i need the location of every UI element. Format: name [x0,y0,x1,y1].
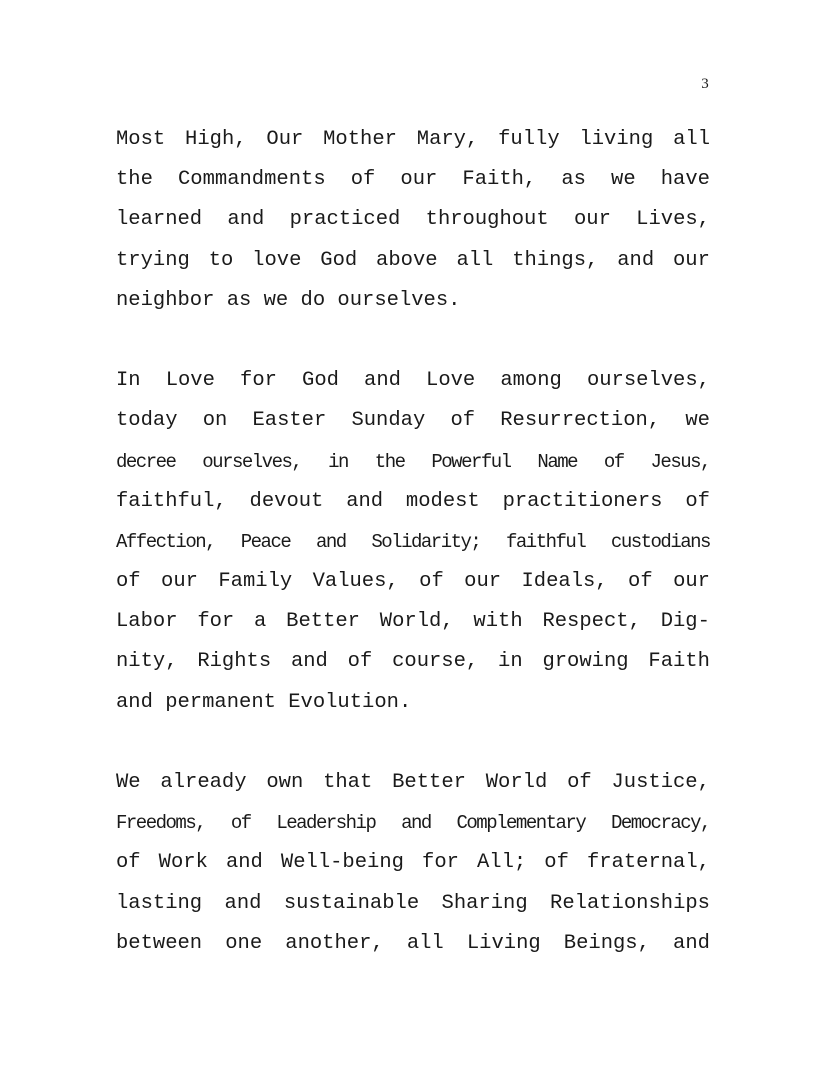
word: all [456,248,494,272]
word: Better [392,771,466,794]
word: things, [512,248,599,272]
word: all [673,128,710,151]
word: Rights [197,650,272,674]
text-line [116,442,710,482]
word: lasting [116,891,203,915]
word: modest [405,489,480,513]
word: Complementary [456,812,586,835]
word: Love [165,369,215,393]
word: that [323,771,373,794]
word: for [240,369,277,393]
word: faithful, [116,489,227,513]
document-body [116,120,710,1004]
word: We [116,771,141,794]
word: ourselves, [202,450,302,473]
text-line [116,522,710,562]
word: and [401,812,431,835]
word: Freedoms, [116,812,206,835]
word: the [374,450,405,473]
word: our [464,570,502,594]
text-line [116,642,710,682]
word: nity, [116,650,178,674]
word: above [376,248,438,272]
word: for [197,610,235,634]
word: today [116,409,178,433]
word: of [603,450,624,473]
word: Relationships [550,891,710,915]
word: Respect, [542,610,641,634]
word: of [450,409,476,433]
word: in [498,650,523,674]
word: Affection, [116,530,216,553]
paragraph-1 [116,120,710,321]
word: Resurrection, [500,409,661,433]
word: among [500,369,562,393]
word: Living [466,931,541,955]
word: God [320,248,358,272]
word: in [328,450,348,473]
word: Sunday [351,409,426,433]
word: Faith [648,650,710,674]
word: and [225,851,263,875]
word: of [685,489,710,513]
text-line [116,200,710,240]
word: custodians [610,530,710,553]
word: Love [426,369,476,393]
word: Dig- [660,610,710,634]
word: World [485,771,548,794]
word: Our [266,128,304,151]
word: Easter [252,409,327,433]
word: Democracy, [610,812,710,835]
word: Powerful [431,450,511,473]
word: sustainable [283,891,420,915]
word: our [673,248,710,272]
word: and [346,489,384,513]
word: have [660,168,710,192]
word: our [400,168,438,192]
text-line [116,924,710,964]
word: we [685,409,710,433]
word: Most [116,128,166,151]
text-line [116,884,710,924]
word: of [567,771,592,794]
word: fully [498,128,560,151]
word: Justice, [611,771,710,794]
word: faithful [506,530,586,553]
word: on [202,409,228,433]
word: and [673,931,710,955]
text-line [116,562,710,602]
word: World, [379,610,454,634]
paragraph-3 [116,763,710,964]
word: our [573,208,611,232]
word: our [673,570,710,594]
word: Jesus, [650,450,710,473]
word: Name [537,450,578,473]
word: love [252,248,302,272]
word: fraternal, [586,851,710,875]
word: Better [286,610,360,634]
word: Family [218,570,293,594]
word: Beings, [563,931,650,955]
word: Lives, [636,208,710,232]
word: Faith, [462,168,537,192]
word: learned [116,208,203,232]
word: for [422,851,459,875]
text-line [116,602,710,642]
text-line [116,361,710,401]
text-line [116,241,710,281]
text-line [116,843,710,883]
text-line: neighbor as we do ourselves. [116,288,461,312]
word: the [116,168,153,192]
word: trying [116,248,190,272]
word: In [116,369,141,393]
word: between [116,931,203,955]
text-line [116,763,710,803]
word: Solidarity; [371,530,481,553]
word: Work [158,851,208,875]
word: one [225,931,263,955]
word: all [406,931,444,955]
text-line: and permanent Evolution. [116,690,412,714]
word: devout [249,489,324,513]
word: God [302,369,339,393]
word: living [579,128,654,151]
word: practiced [289,208,401,232]
text-line [116,401,710,441]
word: and [224,891,262,915]
word: of [116,851,141,875]
word: and [227,208,265,232]
text-line [116,803,710,843]
word: practitioners [502,489,663,513]
text-line [116,160,710,200]
word: of [628,570,653,594]
word: throughout [425,208,549,232]
page-number: 3 [701,76,709,92]
word: of [230,812,251,835]
word: Leadership [276,812,376,835]
word: Values, [312,570,399,594]
word: own [266,771,304,794]
word: Commandments [178,168,326,192]
word: Well-being [280,851,404,875]
word: growing [542,650,629,674]
word: a [254,610,267,634]
word: another, [285,931,384,955]
word: Mother [323,128,397,151]
text-line [116,482,710,522]
word: of [116,570,141,594]
word: Sharing [441,891,528,915]
word: Ideals, [521,570,608,594]
word: decree [116,450,176,473]
word: ourselves, [586,369,710,393]
word: All; [476,851,527,875]
word: of [544,851,569,875]
word: and [364,369,401,393]
word: already [160,771,247,794]
word: course, [392,650,479,674]
word: and [315,530,346,553]
word: Peace [240,530,291,553]
word: as [561,168,586,192]
paragraph-2 [116,361,710,723]
text-line [116,120,710,160]
word: we [611,168,636,192]
word: Labor [116,610,178,634]
word: of [419,570,444,594]
word: High, [185,128,247,151]
word: our [161,570,198,594]
word: Mary, [416,128,479,151]
word: and [290,650,328,674]
word: of [347,650,373,674]
word: to [208,248,234,272]
word: with [473,610,523,634]
word: and [617,248,655,272]
word: of [350,168,376,192]
